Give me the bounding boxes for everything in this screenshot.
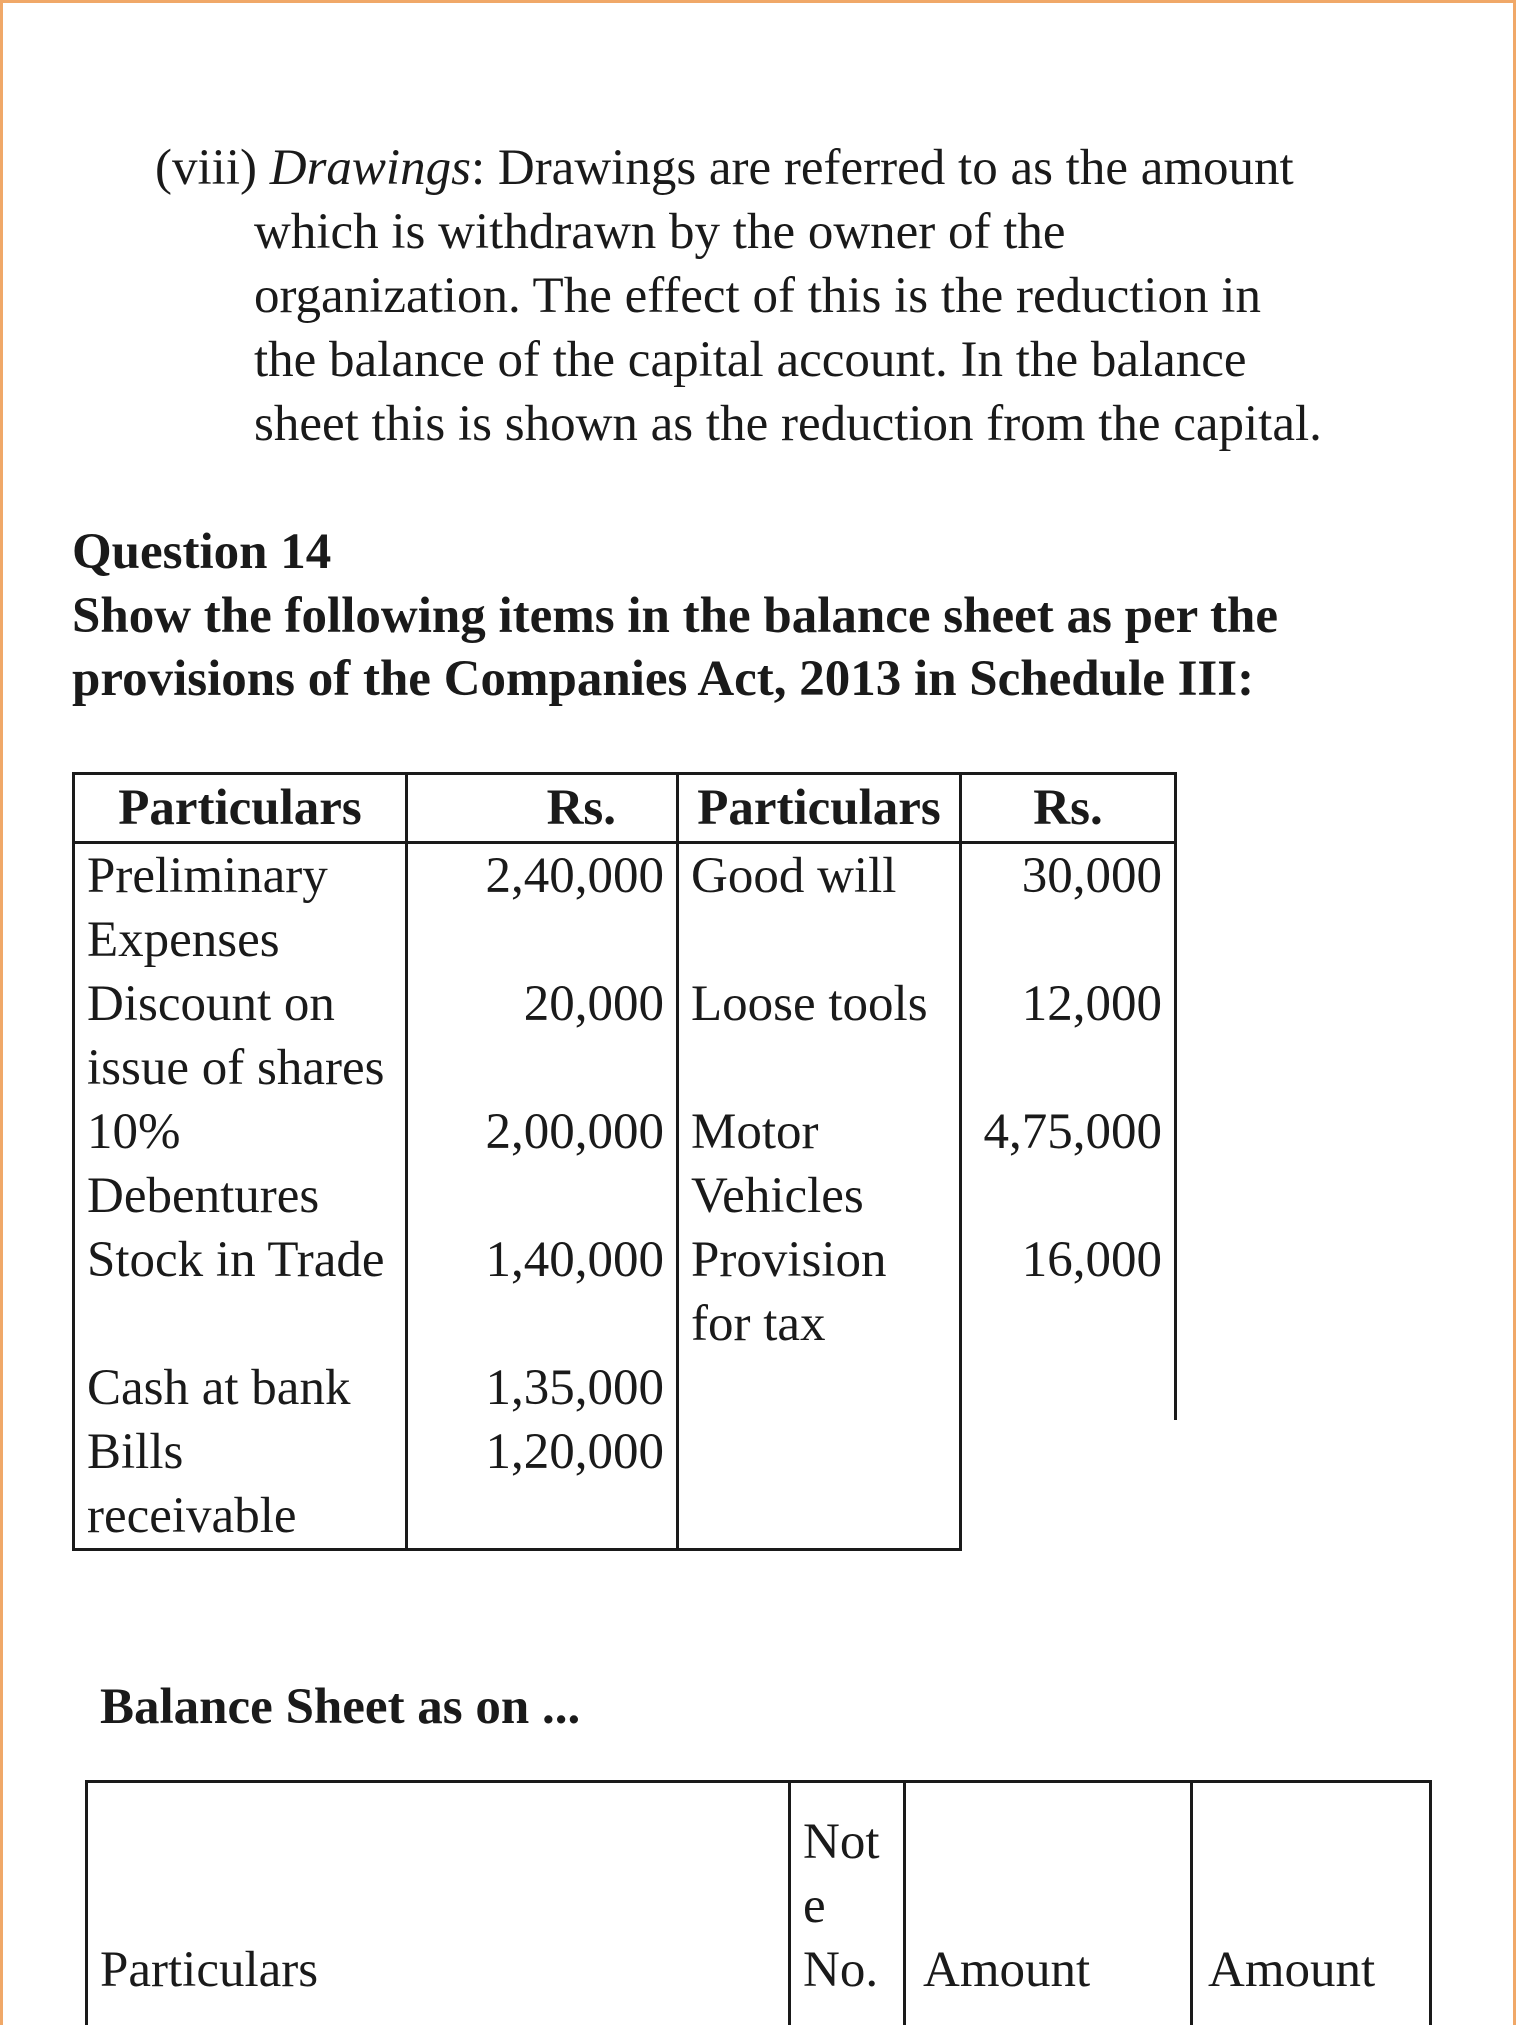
row-3-particulars: 10% Debentures — [74, 1100, 407, 1228]
row-2-particulars: Discount on issue of shares — [74, 972, 407, 1100]
table-col-divider — [1190, 1780, 1193, 2025]
header-particulars-2: Particulars — [678, 774, 961, 843]
row-3-particulars-2: Motor Vehicles — [678, 1100, 961, 1228]
table-row — [74, 1356, 1176, 1420]
header-rs-1: Rs. — [407, 774, 678, 843]
drawings-line-3: organization. The effect of this is the reduction in — [254, 268, 1261, 324]
drawings-line-1 — [155, 136, 1294, 200]
row-2-amount: 20,000 — [407, 972, 678, 1100]
header-rs-2: Rs. — [961, 774, 1176, 843]
table-col-divider — [1429, 1780, 1432, 2025]
table-col-divider — [85, 1780, 88, 2025]
row-5-amount-2 — [961, 1356, 1176, 1420]
question-text-line-1: Show the following items in the balance sheet as per the — [72, 588, 1279, 644]
bs-header-note-line-3: No. — [803, 1942, 879, 1998]
drawings-line-5: sheet this is shown as the reduction from the capital. — [254, 396, 1322, 452]
row-1-amount: 2,40,000 — [407, 843, 678, 973]
row-1-amount-2: 30,000 — [961, 843, 1176, 973]
bs-header-amount-1: Amount — [923, 1942, 1091, 1998]
row-4-amount: 1,40,000 — [407, 1228, 678, 1356]
balance-sheet-title: Balance Sheet as on ... — [100, 1679, 581, 1735]
table-col-divider — [903, 1780, 906, 2025]
items-table — [72, 772, 1177, 1551]
table-row — [74, 1420, 1176, 1550]
table-row — [74, 1100, 1176, 1228]
row-3-amount-2: 4,75,000 — [961, 1100, 1176, 1228]
table-col-divider — [788, 1780, 791, 2025]
bs-header-note-line-2: e — [803, 1878, 826, 1934]
bs-header-particulars: Particulars — [100, 1942, 319, 1998]
row-6-amount: 1,20,000 — [407, 1420, 678, 1550]
row-3-amount: 2,00,000 — [407, 1100, 678, 1228]
row-2-amount-2: 12,000 — [961, 972, 1176, 1100]
bs-header-amount-2: Amount — [1208, 1942, 1376, 1998]
row-1-particulars: Preliminary Expenses — [74, 843, 407, 973]
row-6-particulars: Bills receivable — [74, 1420, 407, 1550]
drawings-number: (viii) — [155, 140, 257, 196]
row-1-particulars-2: Good will — [678, 843, 961, 973]
row-6-particulars-2 — [678, 1420, 961, 1550]
table-row — [74, 972, 1176, 1100]
items-header-row — [74, 774, 1176, 843]
drawings-line-4: the balance of the capital account. In the balance — [254, 332, 1247, 388]
row-5-particulars-2 — [678, 1356, 961, 1420]
row-4-amount-2: 16,000 — [961, 1228, 1176, 1356]
question-title: Question 14 — [72, 524, 332, 580]
drawings-term: Drawings — [269, 140, 471, 196]
table-top-border — [85, 1780, 1432, 1783]
drawings-text-1: : Drawings are referred to as the amount — [470, 140, 1294, 196]
header-particulars-1: Particulars — [74, 774, 407, 843]
bs-header-note-line-1: Not — [803, 1814, 880, 1870]
row-5-particulars: Cash at bank — [74, 1356, 407, 1420]
row-6-amount-2 — [961, 1420, 1176, 1550]
drawings-line-2: which is withdrawn by the owner of the — [254, 204, 1066, 260]
row-4-particulars: Stock in Trade — [74, 1228, 407, 1356]
row-5-amount: 1,35,000 — [407, 1356, 678, 1420]
table-row — [74, 1228, 1176, 1356]
row-2-particulars-2: Loose tools — [678, 972, 961, 1100]
question-text-line-2: provisions of the Companies Act, 2013 in Schedule III: — [72, 651, 1255, 707]
balance-sheet-table — [85, 1780, 1432, 2025]
table-row — [74, 843, 1176, 973]
row-4-particulars-2: Provision for tax — [678, 1228, 961, 1356]
